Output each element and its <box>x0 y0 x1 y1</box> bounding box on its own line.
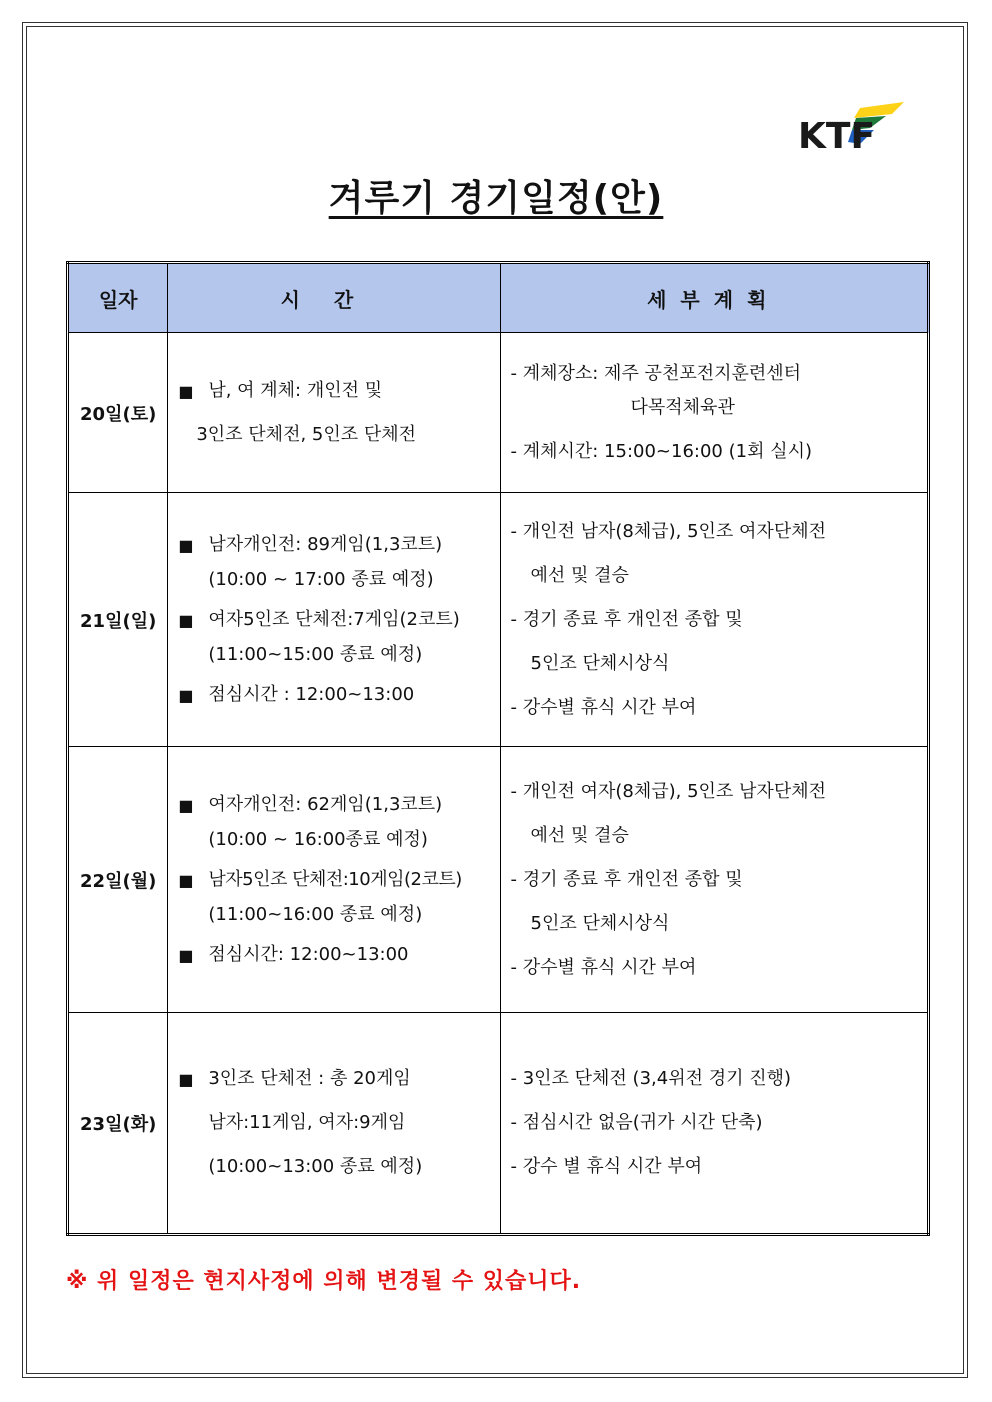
time-cell <box>168 1013 500 1235</box>
plan-cell <box>500 747 929 1013</box>
square-bullet-icon: ■ <box>178 685 194 705</box>
date-cell: 23일(화) <box>68 1013 168 1235</box>
plan-item: 예선 및 결승 <box>530 564 629 586</box>
plan-item: - 강수 별 휴식 시간 부여 <box>510 1156 703 1177</box>
time-item: ■ 3인조 단체전 : 총 20게임 <box>178 1068 411 1089</box>
plan-item: - 3인조 단체전 (3,4위전 경기 진행) <box>510 1068 791 1089</box>
logo-text: KTF <box>798 116 876 156</box>
time-item: ■ 점심시간: 12:00~13:00 <box>178 943 409 965</box>
page-title-wrap <box>0 170 992 221</box>
plan-item: 다목적체육관 <box>630 396 735 418</box>
square-bullet-icon: ■ <box>178 945 194 965</box>
time-item: ■ 남자개인전: 89게임(1,3코트) (10:00 ~ 17:00 종료 예정) <box>178 533 443 590</box>
square-bullet-icon: ■ <box>178 535 194 555</box>
time-item: ■ 남, 여 계체: 개인전 및 <box>178 379 383 401</box>
plan-item: 5인조 단체시상식 <box>530 912 670 934</box>
plan-cell <box>500 1013 929 1235</box>
plan-item: - 강수별 휴식 시간 부여 <box>510 696 697 718</box>
table-header-row <box>68 263 929 333</box>
time-item: ■ 남자5인조 단체전:10게임(2코트) (11:00~16:00 종료 예정) <box>178 868 462 925</box>
time-item: 남자:11게임, 여자:9게임 <box>208 1112 406 1133</box>
time-item: ■ 여자개인전: 62게임(1,3코트) (10:00 ~ 16:00종료 예정) <box>178 793 443 850</box>
plan-item: 5인조 단체시상식 <box>530 652 670 674</box>
page-title: 겨루기 경기일정(안) <box>328 178 664 219</box>
plan-item: - 경기 종료 후 개인전 종합 및 <box>510 868 743 890</box>
plan-item: - 개인전 여자(8체급), 5인조 남자단체전 <box>510 780 826 802</box>
date-cell: 21일(일) <box>68 493 168 747</box>
table-row <box>68 1013 929 1235</box>
time-cell <box>168 333 500 493</box>
date-cell: 20일(토) <box>68 333 168 493</box>
table-row <box>68 493 929 747</box>
time-item: ■ 여자5인조 단체전:7게임(2코트) (11:00~15:00 종료 예정) <box>178 608 460 665</box>
square-bullet-icon: ■ <box>178 1070 194 1089</box>
time-cell <box>168 493 500 747</box>
plan-cell <box>500 333 929 493</box>
plan-item: - 계체장소: 제주 공천포전지훈련센터 <box>510 362 802 384</box>
square-bullet-icon: ■ <box>178 870 194 890</box>
schedule-change-notice: ※ 위 일정은 현지사정에 의해 변경될 수 있습니다. <box>66 1269 582 1294</box>
time-item: 3인조 단체전, 5인조 단체전 <box>196 423 417 445</box>
table-row <box>68 333 929 493</box>
header-date: 일자 <box>68 263 168 333</box>
schedule-table <box>66 261 930 1236</box>
plan-item: - 점심시간 없음(귀가 시간 단축) <box>510 1112 763 1133</box>
header-time: 시간 <box>168 263 500 333</box>
square-bullet-icon: ■ <box>178 381 194 401</box>
time-item: ■ 점심시간 : 12:00~13:00 <box>178 683 415 705</box>
square-bullet-icon: ■ <box>178 795 194 815</box>
plan-item: - 강수별 휴식 시간 부여 <box>510 956 697 978</box>
date-cell: 22일(월) <box>68 747 168 1013</box>
square-bullet-icon: ■ <box>178 610 194 630</box>
time-cell <box>168 747 500 1013</box>
time-item: (10:00~13:00 종료 예정) <box>208 1156 423 1177</box>
ktf-logo <box>796 100 908 156</box>
plan-item: - 경기 종료 후 개인전 종합 및 <box>510 608 743 630</box>
plan-item: - 개인전 남자(8체급), 5인조 여자단체전 <box>510 520 826 542</box>
table-row <box>68 747 929 1013</box>
plan-item: 예선 및 결승 <box>530 824 629 846</box>
header-plan: 세부계획 <box>500 263 929 333</box>
plan-item: - 계체시간: 15:00~16:00 (1회 실시) <box>510 440 812 462</box>
plan-cell <box>500 493 929 747</box>
